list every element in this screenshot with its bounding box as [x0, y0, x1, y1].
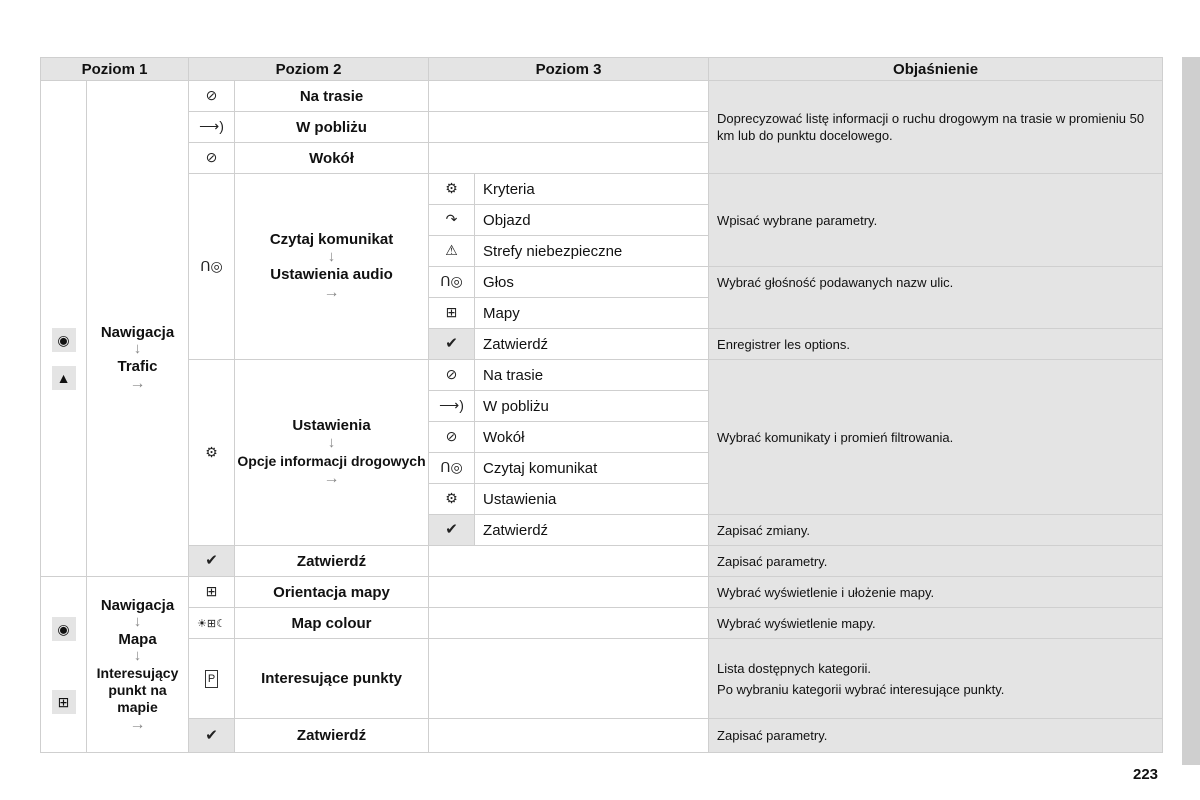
map-colour-icon: ☀⊞☾ — [197, 618, 226, 630]
settings-icon: ⚙ — [205, 443, 218, 460]
header-level-2: Poziom 2 — [189, 58, 429, 81]
voice-icon: ᑎ◎ — [440, 273, 463, 289]
arrow-down-icon: ↓ — [327, 434, 336, 451]
menu-item-danger-zones[interactable]: Strefy niebezpieczne — [475, 236, 709, 267]
menu-item-confirm[interactable]: Zatwierdź — [235, 546, 429, 577]
level1-traffic: Trafic — [117, 358, 158, 375]
check-icon: ✔ — [445, 521, 458, 538]
nearby-icon-cell — [429, 391, 475, 422]
nearby-icon: ⟶) — [199, 118, 224, 134]
message-icon: ᑎ◎ — [440, 459, 463, 475]
maps-icon-cell — [429, 298, 475, 329]
empty-level3 — [429, 143, 709, 174]
check-icon: ✔ — [445, 335, 458, 352]
group-c-level2 — [235, 360, 429, 546]
explanation-params: Wpisać wybrane parametry. — [709, 174, 1163, 267]
navigation-icon: ◉ — [52, 617, 76, 641]
explanation-poi-line1: Lista dostępnych kategorii. — [717, 660, 871, 676]
check-icon-cell — [429, 329, 475, 360]
menu-item-audio-settings[interactable]: Ustawienia audio — [270, 266, 393, 283]
explanation-poi — [709, 639, 1163, 719]
menu-item-read-message[interactable]: Czytaj komunikat — [269, 231, 394, 248]
settings-icon-cell — [189, 360, 235, 546]
menu-item-around[interactable]: Wokół — [235, 143, 429, 174]
nearby-icon: ⟶) — [439, 397, 464, 413]
danger-zone-icon: ⚠ — [445, 242, 458, 258]
check-icon: ✔ — [205, 552, 218, 569]
arrow-right-icon: → — [129, 375, 146, 392]
page-number: 223 — [1133, 766, 1159, 783]
check-icon: ✔ — [205, 726, 218, 744]
around-icon-cell — [429, 422, 475, 453]
route-icon: ⊘ — [205, 87, 218, 103]
explanation-save-params: Zapisać parametry. — [709, 719, 1163, 753]
explanation-map-colour: Wybrać wyświetlenie mapy. — [709, 608, 1163, 639]
explanation-poi-line2: Po wybraniu kategorii wybrać interesujące punkty. — [717, 681, 1005, 697]
menu-item-poi[interactable]: Interesujące punkty — [235, 639, 429, 719]
detour-icon: ↷ — [445, 211, 458, 227]
menu-item-nearby[interactable]: W pobliżu — [235, 112, 429, 143]
header-level-1: Poziom 1 — [41, 58, 189, 81]
menu-item-traffic-options[interactable]: Opcje informacji drogowych — [237, 453, 426, 469]
route-icon-cell — [189, 81, 235, 112]
explanation-save-params: Zapisać parametry. — [709, 546, 1163, 577]
around-icon: ⊘ — [445, 428, 458, 444]
empty-level3 — [429, 719, 709, 753]
map-orientation-icon-cell — [189, 577, 235, 608]
menu-item-around[interactable]: Wokół — [475, 422, 709, 453]
section1-level1 — [87, 81, 189, 577]
level1-navigation: Nawigacja — [100, 597, 175, 614]
menu-item-confirm[interactable]: Zatwierdź — [475, 329, 709, 360]
explanation-map-orientation: Wybrać wyświetlenie i ułożenie mapy. — [709, 577, 1163, 608]
level1-poi-on-map: Interesujący punkt na mapie — [96, 665, 179, 715]
message-icon-cell — [189, 174, 235, 360]
arrow-right-icon: → — [323, 284, 340, 301]
map-grid-icon: ⊞ — [52, 690, 76, 714]
check-icon-cell — [189, 546, 235, 577]
arrow-down-icon: ↓ — [133, 613, 142, 630]
danger-icon-cell — [429, 236, 475, 267]
menu-item-map-orientation[interactable]: Orientacja mapy — [235, 577, 429, 608]
arrow-down-icon: ↓ — [327, 248, 336, 265]
settings-icon-cell — [429, 484, 475, 515]
menu-item-on-route[interactable]: Na trasie — [475, 360, 709, 391]
message-icon: ᑎ◎ — [200, 257, 223, 274]
level1-navigation: Nawigacja — [100, 324, 175, 341]
header-level-3: Poziom 3 — [429, 58, 709, 81]
check-icon-cell — [429, 515, 475, 546]
menu-item-nearby[interactable]: W pobliżu — [475, 391, 709, 422]
empty-level3 — [429, 608, 709, 639]
navigation-menu-table — [40, 57, 1163, 753]
maps-icon: ⊞ — [445, 304, 458, 320]
criteria-icon: ⚙ — [445, 180, 458, 196]
settings-icon: ⚙ — [445, 490, 458, 506]
explanation-traffic-list: Doprecyzować listę informacji o ruchu drogowym na trasie w promieniu 50 km lub do punktu docelowego. — [709, 81, 1163, 174]
criteria-icon-cell — [429, 174, 475, 205]
empty-level3 — [429, 577, 709, 608]
empty-level3 — [429, 639, 709, 719]
group-b-level2 — [235, 174, 429, 360]
poi-icon-cell — [189, 639, 235, 719]
empty-level3 — [429, 81, 709, 112]
traffic-icon: ▲ — [52, 366, 76, 390]
voice-icon-cell — [429, 267, 475, 298]
menu-item-settings[interactable]: Ustawienia — [292, 417, 371, 434]
menu-item-read-message[interactable]: Czytaj komunikat — [475, 453, 709, 484]
arrow-down-icon: ↓ — [133, 340, 142, 357]
map-orientation-icon: ⊞ — [205, 583, 218, 599]
check-icon-cell — [189, 719, 235, 753]
section2-icons — [41, 577, 87, 753]
page-side-tab — [1182, 57, 1200, 765]
arrow-down-icon: ↓ — [133, 647, 142, 664]
menu-item-voice[interactable]: Głos — [475, 267, 709, 298]
menu-item-maps[interactable]: Mapy — [475, 298, 709, 329]
section1-icons — [41, 81, 87, 577]
explanation-filter: Wybrać komunikaty i promień filtrowania. — [709, 360, 1163, 515]
level1-map: Mapa — [118, 631, 157, 648]
around-icon-cell — [189, 143, 235, 174]
map-colour-icon-cell — [189, 608, 235, 639]
arrow-right-icon: → — [129, 716, 146, 733]
explanation-voice: Wybrać głośność podawanych nazw ulic. — [709, 267, 1163, 329]
arrow-right-icon: → — [323, 470, 340, 487]
menu-item-confirm[interactable]: Zatwierdź — [475, 515, 709, 546]
route-icon: ⊘ — [445, 366, 458, 382]
around-icon: ⊘ — [205, 149, 218, 165]
explanation-save-changes: Zapisać zmiany. — [709, 515, 1163, 546]
nearby-icon-cell — [189, 112, 235, 143]
menu-item-criteria[interactable]: Kryteria — [475, 174, 709, 205]
menu-item-map-colour[interactable]: Map colour — [235, 608, 429, 639]
empty-level3 — [429, 546, 709, 577]
navigation-icon: ◉ — [52, 328, 76, 352]
header-explanation: Objaśnienie — [709, 58, 1163, 81]
menu-item-confirm[interactable]: Zatwierdź — [235, 719, 429, 753]
route-icon-cell — [429, 360, 475, 391]
section2-level1 — [87, 577, 189, 753]
menu-item-settings[interactable]: Ustawienia — [475, 484, 709, 515]
detour-icon-cell — [429, 205, 475, 236]
menu-item-on-route[interactable]: Na trasie — [235, 81, 429, 112]
empty-level3 — [429, 112, 709, 143]
menu-item-detour[interactable]: Objazd — [475, 205, 709, 236]
explanation-save-options: Enregistrer les options. — [709, 329, 1163, 360]
poi-icon: P — [205, 670, 218, 688]
message-icon-cell — [429, 453, 475, 484]
